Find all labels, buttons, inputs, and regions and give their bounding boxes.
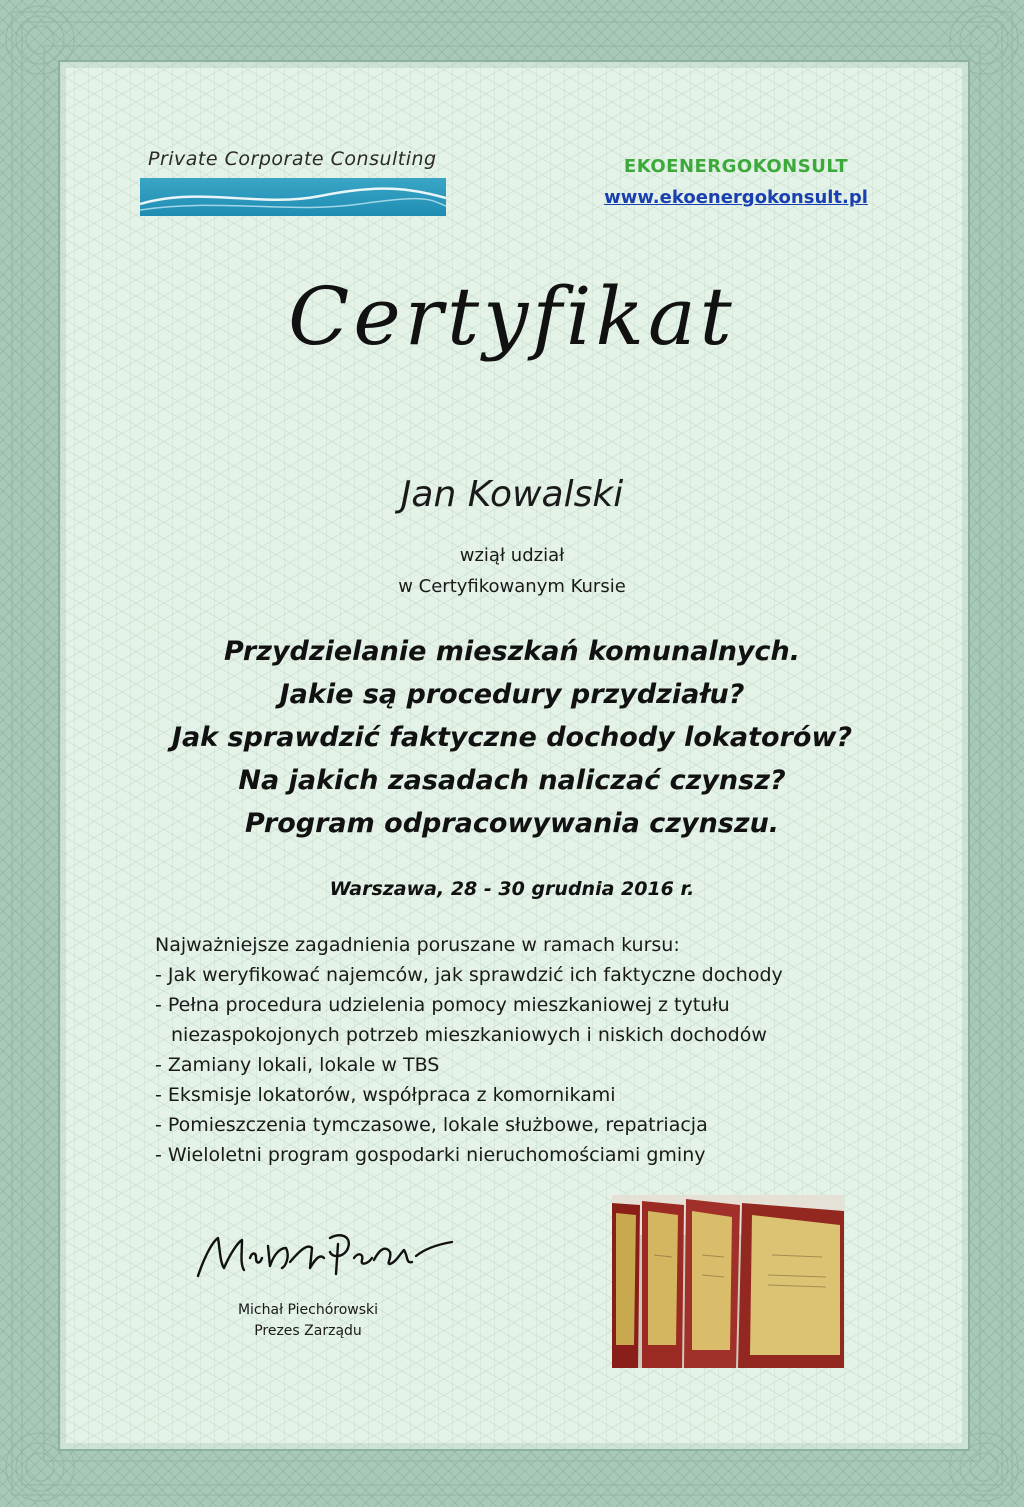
- eko-website-link[interactable]: www.ekoenergokonsult.pl: [604, 187, 868, 208]
- signatory-name: Michał Piechórowski: [237, 1302, 379, 1318]
- course-title-line: Jak sprawdzić faktyczne dochody lokatorów?: [171, 722, 853, 753]
- certificates-photo: [612, 1195, 844, 1368]
- topics-list: [155, 930, 915, 1170]
- list-item: - Eksmisje lokatorów, współpraca z komornikami: [155, 1084, 616, 1106]
- course-title-line: Na jakich zasadach naliczać czynsz?: [238, 765, 786, 796]
- course-title-line: Przydzielanie mieszkań komunalnych.: [223, 636, 801, 667]
- eko-company-name: EKOENERGOKONSULT: [623, 156, 849, 177]
- participation-text: [0, 540, 1024, 602]
- participant-name: Jan Kowalski: [400, 474, 624, 515]
- certificate-title: Certyfikat: [288, 270, 736, 363]
- list-item: - Pełna procedura udzielenia pomocy mieszkaniowej z tytułu: [155, 994, 730, 1016]
- course-intro-line: w Certyfikowanym Kursie: [398, 576, 626, 597]
- handwritten-signature: [190, 1218, 460, 1288]
- course-title-line: Program odpracowywania czynszu.: [244, 808, 780, 839]
- course-title: [0, 630, 1024, 845]
- place-and-date: Warszawa, 28 - 30 grudnia 2016 r.: [329, 878, 695, 900]
- list-item-continuation: niezaspokojonych potrzeb mieszkaniowych i niskich dochodów: [171, 1024, 767, 1046]
- course-title-line: Jakie są procedury przydziału?: [279, 679, 745, 710]
- took-part-line: wziął udział: [459, 545, 565, 566]
- ekoenergokonsult-logo: [596, 156, 876, 208]
- list-item: - Pomieszczenia tymczasowe, lokale służbowe, repatriacja: [155, 1114, 708, 1136]
- pcc-logo-wave: [140, 178, 446, 216]
- pcc-logo-text: Private Corporate Consulting: [148, 148, 437, 170]
- signatory-block: [190, 1300, 426, 1342]
- private-corporate-consulting-logo: [140, 148, 448, 218]
- list-item: - Jak weryfikować najemców, jak sprawdzić ich faktyczne dochody: [155, 964, 783, 986]
- signatory-role: Prezes Zarządu: [254, 1323, 362, 1339]
- topics-heading: Najważniejsze zagadnienia poruszane w ramach kursu:: [155, 934, 680, 956]
- list-item: - Wieloletni program gospodarki nieruchomościami gminy: [155, 1144, 706, 1166]
- list-item: - Zamiany lokali, lokale w TBS: [155, 1054, 440, 1076]
